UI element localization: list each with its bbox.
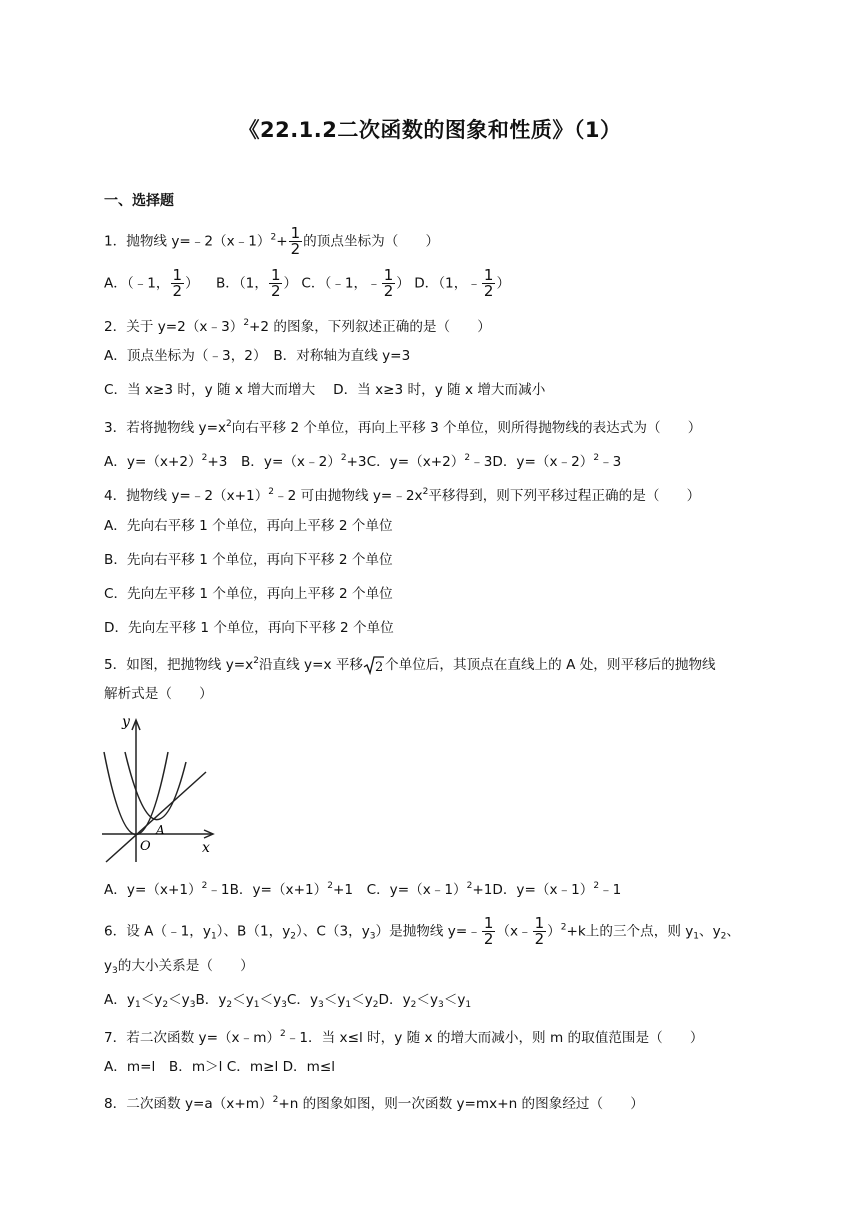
q1-a-fraction <box>171 268 185 299</box>
frac-den: 2 <box>534 930 545 948</box>
t: ＜y <box>416 992 438 1008</box>
q6-b: ）、B（1，y <box>216 923 291 940</box>
q3-option-d: ﹣3D．y=（x﹣2） <box>470 454 594 470</box>
paren: ） <box>283 275 298 292</box>
q6-options <box>104 990 471 1015</box>
q4-middle: ﹣2 可由抛物线 y=﹣2x <box>274 488 423 504</box>
q2-options-ab: A．顶点坐标为（﹣3，2） B．对称轴为直线 y=3 <box>104 348 411 364</box>
q4-exponent: 2 <box>268 487 275 497</box>
q6-h: 、y <box>699 923 721 940</box>
sqrt-symbol <box>363 654 385 676</box>
q2-exponent: 2 <box>243 318 250 328</box>
frac-num: 1 <box>383 266 394 284</box>
q5-tail: 个单位后，其顶点在直线上的 A 处，则平移后的抛物线 <box>385 657 716 673</box>
sub: 3 <box>369 931 376 942</box>
sub: 3 <box>318 1000 324 1010</box>
question-7 <box>104 1024 703 1048</box>
t: ＜y <box>168 992 190 1008</box>
q6-fraction <box>482 916 496 947</box>
sub: 3 <box>438 1000 444 1010</box>
sub: 3 <box>281 1000 287 1010</box>
exp: 2 <box>593 453 600 463</box>
q3-option-c: +3C．y=（x+2） <box>346 454 465 470</box>
q1-options <box>104 268 510 299</box>
sub: 2 <box>410 1000 417 1010</box>
q5-option-d: +1D．y=（x﹣1） <box>472 882 594 898</box>
sub: 2 <box>372 1000 379 1010</box>
q1-plus: + <box>276 233 288 250</box>
q5-option-b: ﹣1B．y=（x+1） <box>207 882 328 898</box>
q2-options-cd: C．当 x≥3 时，y 随 x 增大而增大 D．当 x≥3 时，y 随 x 增大而减小 <box>104 382 546 398</box>
q8-exponent: 2 <box>272 1095 279 1105</box>
frac-den: 2 <box>483 282 494 300</box>
sub: 1 <box>465 1000 472 1010</box>
t: ＜y <box>323 992 346 1008</box>
sub: 2 <box>162 1000 169 1010</box>
q6-i: 、 <box>726 923 740 940</box>
q1-option-d: D．（1，﹣ <box>414 275 481 292</box>
q1-exponent: 2 <box>270 232 277 243</box>
exp: 2 <box>464 453 471 463</box>
q6-option-d: D．y <box>378 992 411 1008</box>
t: ＜y <box>259 992 282 1008</box>
q3-text: 3．若将抛物线 y=x <box>104 420 227 436</box>
q6-option-a: A．y <box>104 992 135 1008</box>
q6-line-2 <box>104 956 254 981</box>
frac-num: 1 <box>270 266 281 284</box>
q1-fraction <box>289 226 303 257</box>
frac-den: 2 <box>172 282 183 300</box>
exp: 2 <box>340 453 347 463</box>
q3-option-tail: ﹣3 <box>599 454 622 470</box>
frac-num: 1 <box>483 914 494 932</box>
q1-option-a: A．（﹣1， <box>104 275 170 292</box>
t: ＜y <box>232 992 254 1008</box>
q5-option-c: +1 C．y=（x﹣1） <box>332 882 467 898</box>
y-axis-label: y <box>122 714 130 730</box>
point-a-label: A <box>156 823 165 837</box>
q5-exponent: 2 <box>253 656 259 666</box>
q2-text: 2．关于 y=2（x﹣3） <box>104 319 244 335</box>
q6-e: （x﹣ <box>496 923 532 940</box>
q4-option-a: A．先向右平移 1 个单位，再向上平移 2 个单位 <box>104 518 393 534</box>
q6-text: 6．设 A（﹣1，y <box>104 923 211 940</box>
q6-y: y <box>104 958 113 974</box>
origin-label: O <box>140 839 151 854</box>
q5-options <box>104 876 621 900</box>
section-heading: 一、选择题 <box>104 193 174 209</box>
q5-text: 5．如图，把抛物线 y=x <box>104 657 254 673</box>
exp: 2 <box>466 881 473 891</box>
frac-den: 2 <box>483 930 494 948</box>
q6-f: ） <box>547 923 561 940</box>
q6-line2-tail: 的大小关系是（ ） <box>117 958 254 974</box>
sqrt-radicand: 2 <box>375 660 384 675</box>
frac-den: 2 <box>383 282 394 300</box>
q4-option-d: D．先向左平移 1 个单位，再向下平移 2 个单位 <box>104 620 394 636</box>
q5-line-2: 解析式是（ ） <box>104 686 213 702</box>
q4-option-c: C．先向左平移 1 个单位，再向上平移 2 个单位 <box>104 586 393 602</box>
exp: 2 <box>201 881 208 891</box>
q3-tail: 向右平移 2 个单位，再向上平移 3 个单位，则所得抛物线的表达式为（ ） <box>231 420 702 436</box>
question-5 <box>104 651 716 676</box>
sub: 1 <box>210 931 217 942</box>
q7-text: 7．若二次函数 y=（x﹣m） <box>104 1030 281 1046</box>
q1-option-b: B．（1， <box>215 275 268 292</box>
q4-tail: 平移得到，则下列平移过程正确的是（ ） <box>428 488 701 504</box>
question-8 <box>104 1090 644 1114</box>
q5-option-tail: ﹣1 <box>599 882 622 898</box>
q7-exponent: 2 <box>280 1029 286 1039</box>
q3-options <box>104 448 621 472</box>
x-axis-label: x <box>202 840 210 856</box>
q3-option-a: A．y=（x+2） <box>104 454 202 470</box>
q5-middle: 沿直线 y=x 平移 <box>258 657 364 673</box>
sub: 3 <box>189 1000 196 1010</box>
question-4 <box>104 482 700 506</box>
q1-option-c: C．（﹣1，﹣ <box>301 275 381 292</box>
q1-tail: 的顶点坐标为（ ） <box>303 233 440 250</box>
sub: 1 <box>345 1000 352 1010</box>
paren: ） <box>185 275 199 292</box>
q6-fraction-2 <box>533 916 547 947</box>
exp: 2 <box>560 922 567 933</box>
q6-c: ）、C（3，y <box>296 923 370 940</box>
q8-text: 8．二次函数 y=a（x+m） <box>104 1096 273 1112</box>
paren: ） <box>496 275 511 292</box>
q1-c-fraction <box>382 268 396 299</box>
q6-d: ）是抛物线 y=﹣ <box>375 923 481 940</box>
q1-d-fraction <box>482 268 496 299</box>
q2-tail: +2 的图象，下列叙述正确的是（ ） <box>249 319 491 335</box>
frac-num: 1 <box>534 914 545 932</box>
sub: 3 <box>112 966 118 976</box>
question-3 <box>104 414 701 438</box>
q4-exponent-2: 2 <box>422 487 429 497</box>
exp: 2 <box>327 881 333 891</box>
q6-option-c: C．y <box>286 992 319 1008</box>
frac-num: 1 <box>483 266 494 284</box>
q3-option-b: +3 B．y=（x﹣2） <box>207 454 341 470</box>
question-6 <box>104 916 740 947</box>
q3-exponent: 2 <box>226 419 232 429</box>
page-title: 《22.1.2二次函数的图象和性质》（1） <box>238 118 622 142</box>
question-1 <box>104 226 439 257</box>
question-2 <box>104 313 491 337</box>
exp: 2 <box>201 453 208 463</box>
q1-frac-num: 1 <box>290 224 301 242</box>
frac-den: 2 <box>270 282 281 300</box>
t: ＜y <box>443 992 466 1008</box>
paren: ） <box>396 275 410 292</box>
q4-option-b: B．先向右平移 1 个单位，再向下平移 2 个单位 <box>104 552 393 568</box>
sub: 1 <box>134 1000 141 1010</box>
q7-tail: ﹣1．当 x≤l 时，y 随 x 的增大而减小，则 m 的取值范围是（ ） <box>285 1030 704 1046</box>
sub: 1 <box>253 1000 260 1010</box>
parabola-figure <box>100 712 216 866</box>
q1-text: 1．抛物线 y=﹣2（x﹣1） <box>104 233 271 250</box>
t: ＜y <box>351 992 373 1008</box>
q5-option-a: A．y=（x+1） <box>104 882 202 898</box>
q1-frac-den: 2 <box>290 240 301 258</box>
parabola-shifted <box>125 752 186 820</box>
q8-tail: +n 的图象如图，则一次函数 y=mx+n 的图象经过（ ） <box>278 1096 644 1112</box>
q6-option-b: B．y <box>195 992 227 1008</box>
sub: 2 <box>720 931 727 942</box>
sub: 2 <box>290 931 297 942</box>
sub: 2 <box>226 1000 233 1010</box>
sub: 1 <box>693 931 700 942</box>
q6-g: +k上的三个点，则 y <box>566 923 694 940</box>
q7-options: A．m=l B．m＞l C．m≥l D．m≤l <box>104 1059 336 1075</box>
frac-num: 1 <box>172 266 183 284</box>
q1-b-fraction <box>269 268 283 299</box>
t: ＜y <box>140 992 163 1008</box>
q4-text: 4．抛物线 y=﹣2（x+1） <box>104 488 269 504</box>
exp: 2 <box>593 881 600 891</box>
